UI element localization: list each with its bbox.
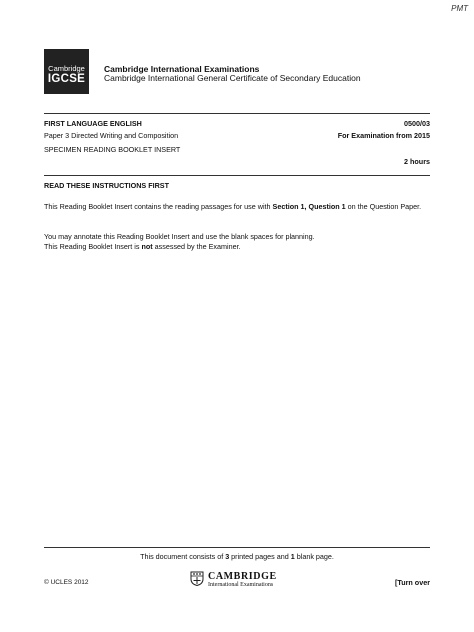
logo-line-1: Cambridge <box>48 64 85 73</box>
exam-from: For Examination from 2015 <box>337 131 430 140</box>
pages-text-c: printed pages and <box>229 552 291 561</box>
cambridge-crest-icon <box>190 571 204 586</box>
paper-name: Paper 3 Directed Writing and Composition <box>44 131 179 140</box>
p3-text-c: assessed by the Examiner. <box>152 242 241 251</box>
divider-top <box>44 113 430 114</box>
page-count-note <box>44 552 430 561</box>
divider-mid <box>44 175 430 176</box>
copyright: © UCLES 2012 <box>44 579 89 586</box>
p1-text-c: on the Question Paper. <box>345 202 422 211</box>
p3-text-a: This Reading Booklet Insert is <box>44 242 142 251</box>
p3-text-bold: not <box>141 242 153 251</box>
instruction-paragraph-1 <box>44 202 430 212</box>
logo-line-2: IGCSE <box>47 73 86 85</box>
org-title: Cambridge International Examinations <box>104 64 260 74</box>
divider-bottom <box>44 547 430 548</box>
p1-text-a: This Reading Booklet Insert contains the reading passages for use with <box>44 202 273 211</box>
org-subtitle: Cambridge International General Certificate of Secondary Education <box>104 73 361 83</box>
instruction-paragraph-3 <box>44 242 430 252</box>
pmt-watermark: PMT <box>451 4 468 13</box>
blank-page-count: 1 <box>290 552 295 561</box>
duration: 2 hours <box>404 157 430 166</box>
instruction-paragraph-2: You may annotate this Reading Booklet Insert and use the blank spaces for planning. <box>44 232 315 241</box>
cambridge-brand-sub: International Examinations <box>208 582 274 588</box>
cambridge-brand-name: CAMBRIDGE <box>208 571 277 582</box>
pages-text-e: blank page. <box>294 552 334 561</box>
insert-title: SPECIMEN READING BOOKLET INSERT <box>44 145 181 154</box>
printed-page-count: 3 <box>225 552 230 561</box>
subject-title: FIRST LANGUAGE ENGLISH <box>44 119 142 128</box>
pages-text-a: This document consists of <box>140 552 226 561</box>
turn-over: [Turn over <box>394 578 430 587</box>
syllabus-code: 0500/03 <box>404 119 430 128</box>
cambridge-igcse-logo <box>44 49 89 94</box>
instructions-heading: READ THESE INSTRUCTIONS FIRST <box>44 181 169 190</box>
p1-text-bold: Section 1, Question 1 <box>272 202 346 211</box>
